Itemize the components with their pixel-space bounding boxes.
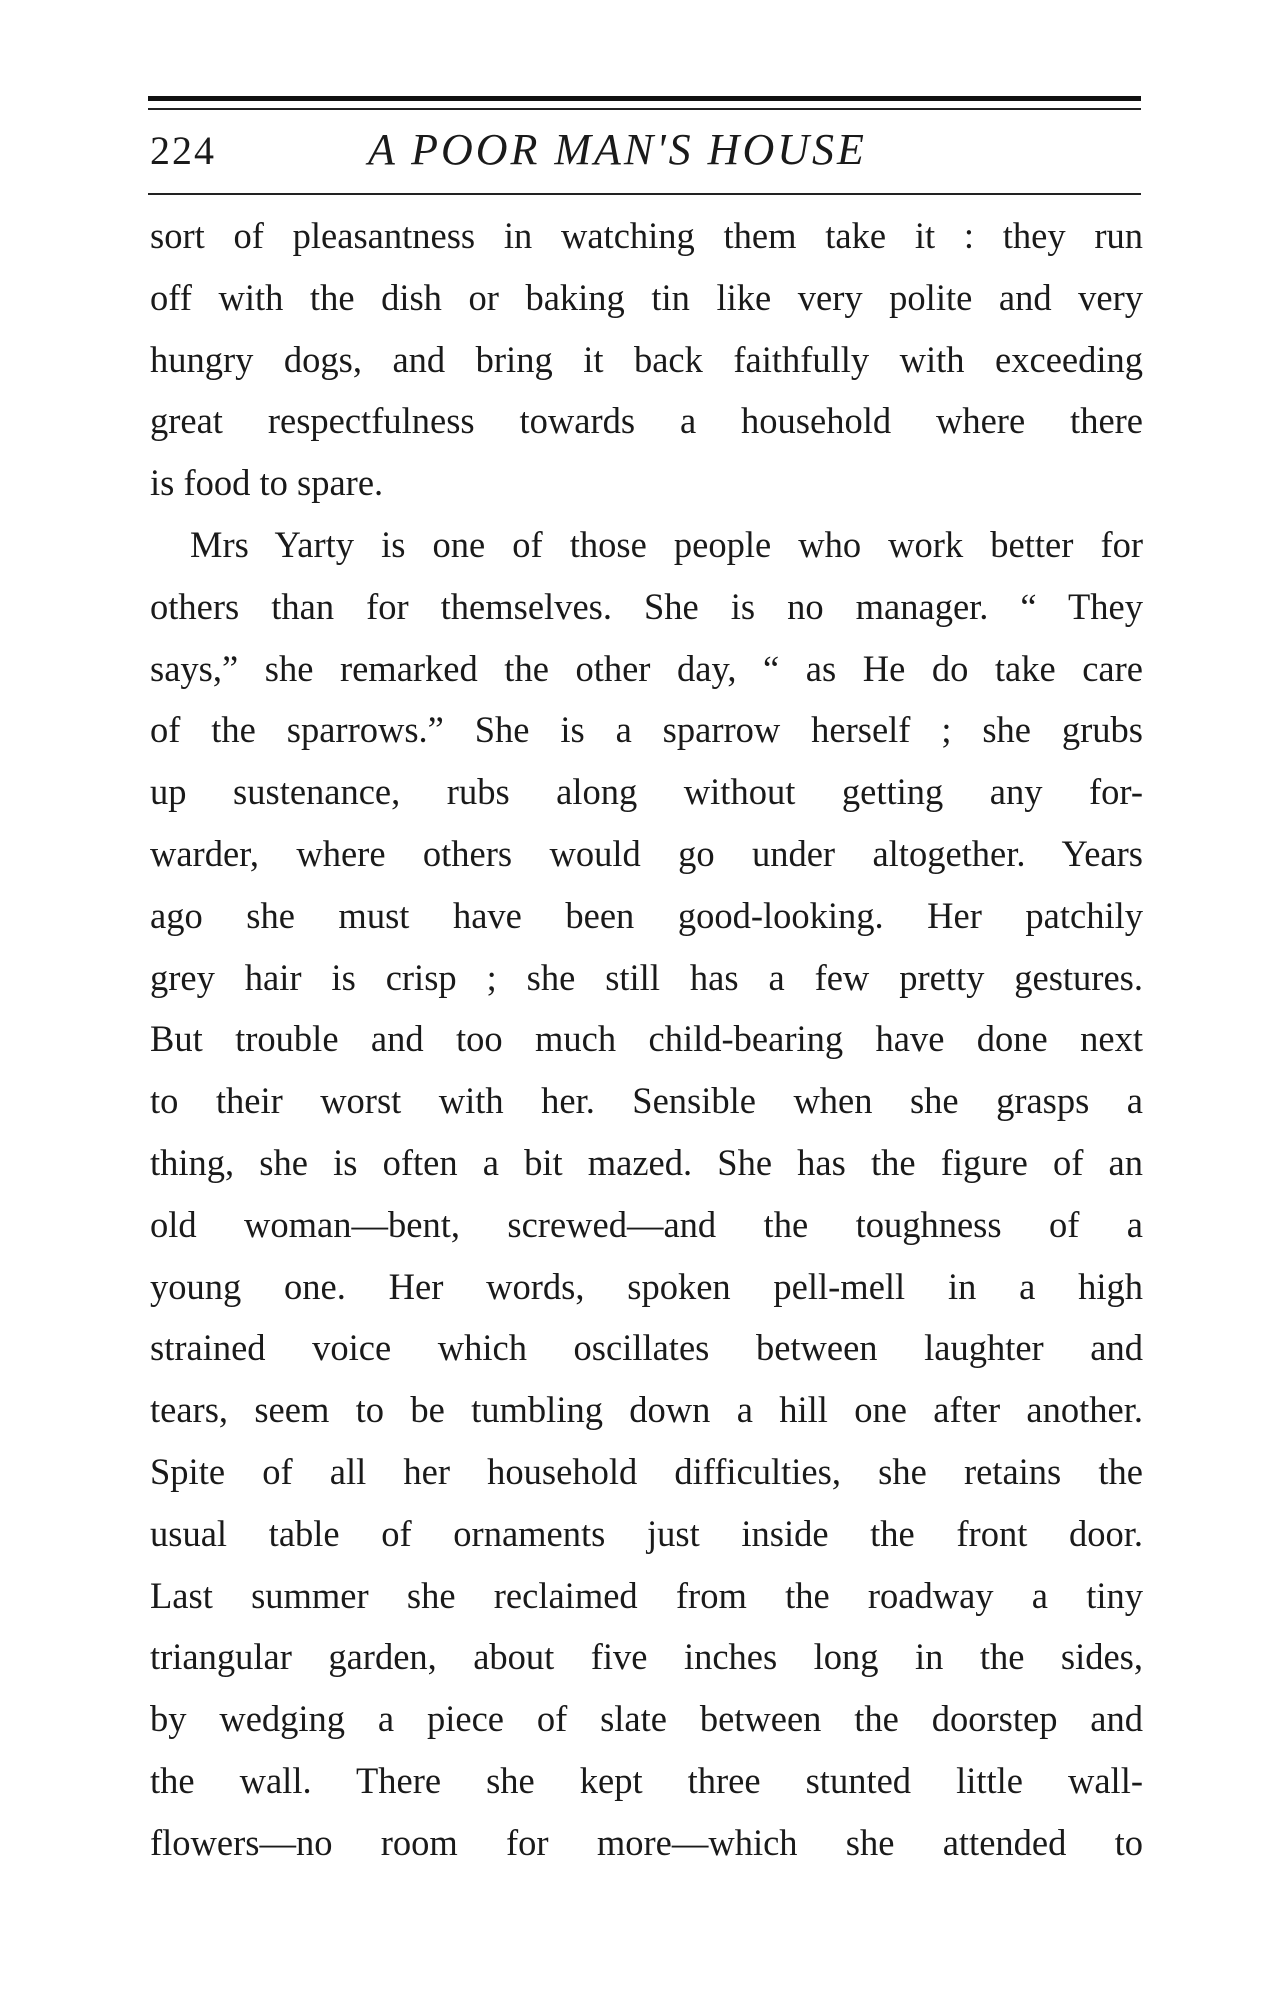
text-line: others than for themselves. She is no manager. “ They <box>150 585 1143 627</box>
text-line: off with the dish or baking tin like very polite and very <box>150 276 1143 318</box>
text-line: the wall. There she kept three stunted little wall- <box>150 1759 1143 1801</box>
text-line: grey hair is crisp ; she still has a few pretty gestures. <box>150 956 1143 998</box>
text-line: usual table of ornaments just inside the front door. <box>150 1512 1143 1554</box>
text-line: Spite of all her household difficulties, she retains the <box>150 1450 1143 1492</box>
text-line: is food to spare. <box>150 462 384 504</box>
text-line: hungry dogs, and bring it back faithfully with exceeding <box>150 338 1143 380</box>
body-text <box>150 205 1143 1874</box>
text-line: tears, seem to be tumbling down a hill one after another. <box>150 1389 1143 1431</box>
text-line: sort of pleasantness in watching them take it : they run <box>150 215 1143 256</box>
text-line: Mrs Yarty is one of those people who work better for <box>190 523 1143 565</box>
text-line: triangular garden, about five inches long in the sides, <box>150 1636 1143 1678</box>
page-number: 224 <box>150 128 216 173</box>
text-line: young one. Her words, spoken pell-mell in a high <box>150 1265 1143 1307</box>
text-line: up sustenance, rubs along without getting any for- <box>150 771 1143 813</box>
text-line: to their worst with her. Sensible when she grasps a <box>150 1080 1143 1122</box>
running-title: A POOR MAN'S HOUSE <box>368 125 867 174</box>
text-line: of the sparrows.” She is a sparrow herself ; she grubs <box>150 709 1143 751</box>
header-divider <box>148 193 1141 195</box>
text-line: great respectfulness towards a household where there <box>150 400 1143 442</box>
text-line: thing, she is often a bit mazed. She has the figure of an <box>150 1141 1143 1183</box>
header-rule-thick <box>148 96 1141 101</box>
header-rule-thin <box>148 108 1141 110</box>
text-line: warder, where others would go under altogether. Years <box>150 832 1143 874</box>
text-line: But trouble and too much child-bearing have done next <box>150 1018 1143 1060</box>
text-line: ago she must have been good-looking. Her patchily <box>150 894 1143 936</box>
text-line: says,” she remarked the other day, “ as He do take care <box>150 647 1143 689</box>
text-line: by wedging a piece of slate between the doorstep and <box>150 1698 1143 1740</box>
text-line: strained voice which oscillates between laughter and <box>150 1327 1143 1369</box>
text-line: Last summer she reclaimed from the roadway a tiny <box>150 1574 1143 1616</box>
text-line: old woman—bent, screwed—and the toughness of a <box>150 1203 1143 1245</box>
text-line: flowers—no room for more—which she attended to <box>150 1821 1143 1863</box>
